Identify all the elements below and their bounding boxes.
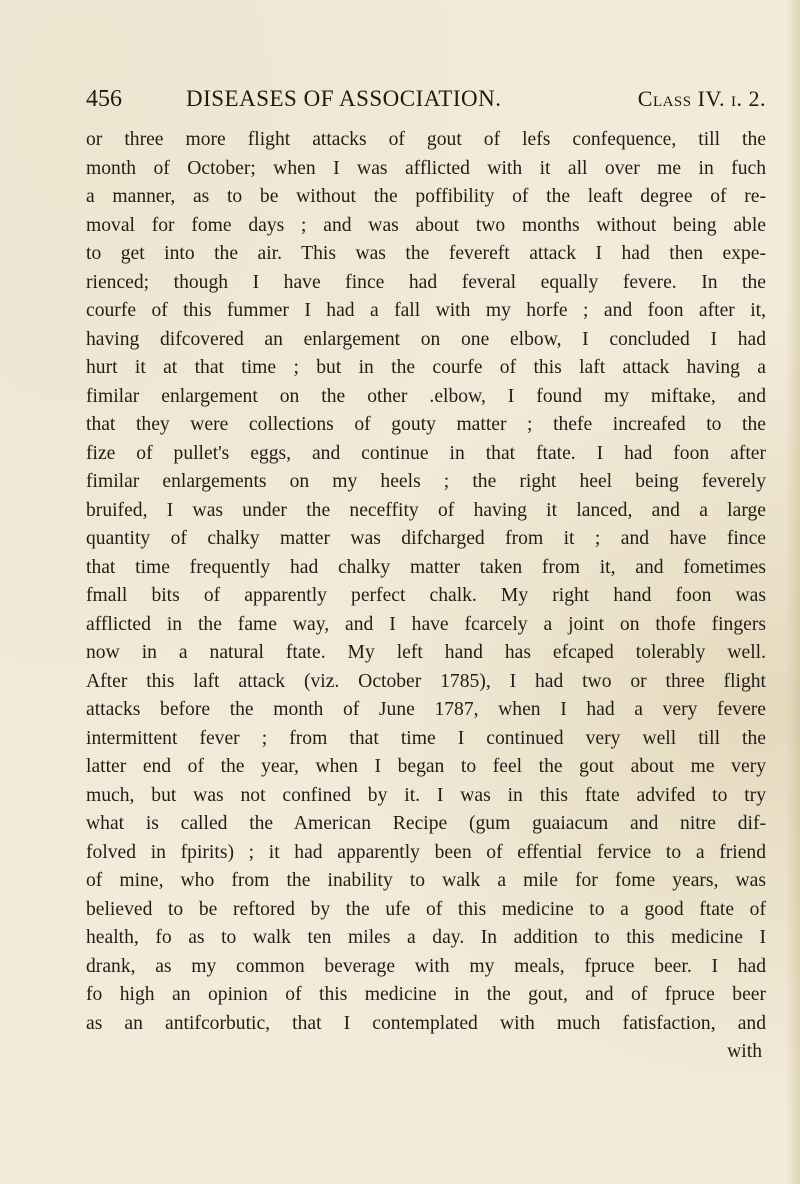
text-line: fize of pullet's eggs, and continue in that ftate. I had foon after — [86, 442, 766, 464]
class-label: Class IV. i. 2. — [637, 86, 766, 111]
text-line: month of October; when I was afflicted with it all over me in fuch — [86, 157, 766, 179]
text-line: health, fo as to walk ten miles a day. In addition to this medicine I — [86, 927, 766, 948]
page-edge-shading — [786, 0, 800, 1184]
text-line: courfe of this fummer I had a fall with my horfe ; and foon after it, — [86, 300, 766, 321]
text-line: much, but was not confined by it. I was in this ftate advifed to try — [86, 784, 766, 806]
text-line: fo high an opinion of this medicine in the gout, and of fpruce beer — [86, 984, 766, 1005]
text-line: now in a natural ftate. My left hand has efcaped tolerably well. — [86, 642, 766, 663]
text-line: fimilar enlargements on my heels ; the right heel being feverely — [86, 471, 766, 492]
text-line: or three more flight attacks of gout of lefs confequence, till the — [86, 129, 766, 150]
running-header — [86, 84, 766, 120]
catchword: with — [727, 1041, 762, 1062]
text-line: moval for fome days ; and was about two months without being able — [86, 214, 766, 236]
text-line: rienced; though I have fince had feveral equally fevere. In the — [86, 271, 766, 293]
text-line: as an antifcorbutic, that I contemplated with much fatisfaction, and — [86, 1012, 766, 1034]
text-line: to get into the air. This was the fevereft attack I had then expe- — [86, 243, 766, 264]
body-text — [86, 126, 766, 1067]
text-line: that time frequently had chalky matter taken from it, and fometimes — [86, 556, 766, 578]
text-line: bruifed, I was under the neceffity of having it lanced, and a large — [86, 499, 766, 521]
text-line: fimilar enlargement on the other .elbow, I found my miftake, and — [86, 385, 766, 407]
text-line: afflicted in the fame way, and I have fcarcely a joint on thofe fingers — [86, 613, 766, 635]
text-line: folved in fpirits) ; it had apparently been of effential fervice to a friend — [86, 841, 766, 863]
page-number: 456 — [86, 86, 122, 112]
text-line: drank, as my common beverage with my meals, fpruce beer. I had — [86, 955, 766, 977]
text-line: attacks before the month of June 1787, when I had a very fevere — [86, 699, 766, 720]
text-line: having difcovered an enlargement on one elbow, I concluded I had — [86, 328, 766, 350]
text-line: that they were collections of gouty matter ; thefe increafed to the — [86, 414, 766, 435]
text-line: believed to be reftored by the ufe of this medicine to a good ftate of — [86, 898, 766, 920]
text-line: what is called the American Recipe (gum guaiacum and nitre dif- — [86, 813, 766, 834]
text-line: intermittent fever ; from that time I continued very well till the — [86, 727, 766, 749]
text-line: fmall bits of apparently perfect chalk. My right hand foon was — [86, 585, 766, 606]
text-line: After this laft attack (viz. October 1785), I had two or three flight — [86, 670, 766, 692]
text-line: hurt it at that time ; but in the courfe of this laft attack having a — [86, 357, 766, 378]
text-line: a manner, as to be without the poffibility of the leaft degree of re- — [86, 186, 766, 207]
running-title: DISEASES OF ASSOCIATION. — [186, 86, 502, 111]
text-line: latter end of the year, when I began to feel the gout about me very — [86, 756, 766, 777]
text-line: of mine, who from the inability to walk a mile for fome years, was — [86, 870, 766, 891]
text-line: quantity of chalky matter was difcharged from it ; and have fince — [86, 528, 766, 549]
